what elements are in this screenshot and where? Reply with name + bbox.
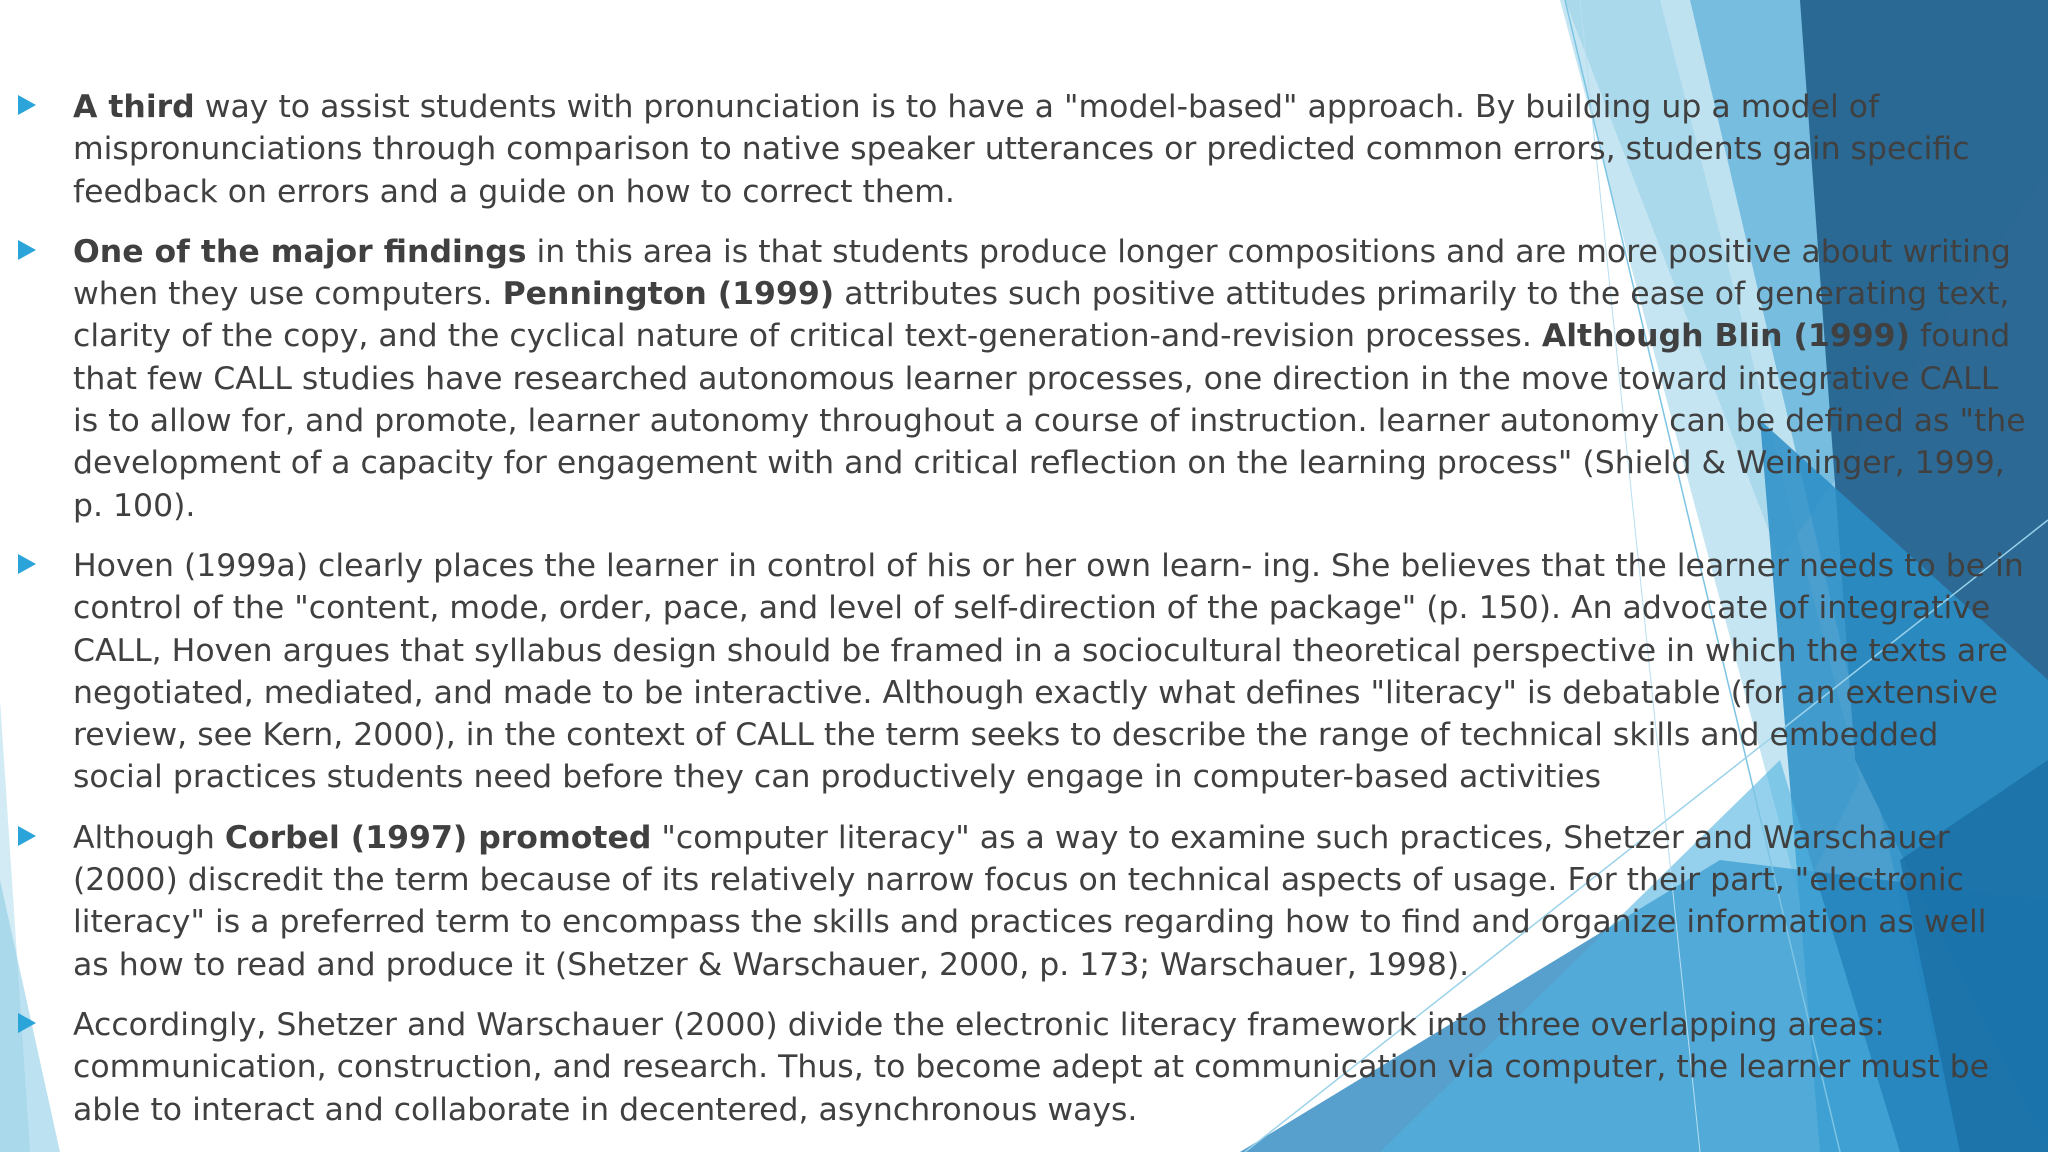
bullet-text: Hoven (1999a) clearly places the learner in control of his or her own learn- ing. She believes that the learner needs to be in control of the "content, mode, order, pace, and level of self-direction of the package" (p. 150). An advocate of integrative CALL, Hoven argues that syllabus design should be framed in a sociocultural theoretical perspective in which the texts are negotiated, mediated, and made to be interactive. Although exactly what defines "literacy" is debatable (for an extensive review, see Kern, 2000), in the context of CALL the term seeks to describe the range of technical skills and embedded social practices students need before they can productively engage in computer-based activities	[73, 547, 2024, 796]
triangle-bullet-icon	[18, 240, 36, 260]
bullet-item-2	[18, 231, 2028, 527]
triangle-bullet-icon	[18, 826, 36, 846]
bullet-item-3	[18, 545, 2028, 799]
triangle-bullet-icon	[18, 95, 36, 115]
bold-phrase: Pennington (1999)	[502, 276, 835, 313]
bullet-item-5	[18, 1004, 2028, 1131]
bullet-text: Although	[73, 819, 225, 856]
triangle-bullet-icon	[18, 554, 36, 574]
bullet-text: way to assist students with pronunciation is to have a "model-based" approach. By building up a model of mispronunciations through comparison to native speaker utterances or predicted common errors, students gain specific feedback on errors and a guide on how to correct them.	[73, 89, 1970, 210]
bullet-text: attributes such positive attitudes primarily to the ease of generating text, clarity of the copy, and the cyclical nature of critical text-generation-and-revision processes.	[73, 276, 2010, 355]
bullet-item-4	[18, 817, 2028, 986]
bold-phrase: Although Blin (1999)	[1541, 318, 1910, 355]
bullet-text: Accordingly, Shetzer and Warschauer (2000) divide the electronic literacy framework into three overlapping areas: communication, construction, and research. Thus, to become adept at communication via computer, the learner must be able to interact and collaborate in decentered, asynchronous ways.	[73, 1006, 1990, 1128]
triangle-bullet-icon	[18, 1013, 36, 1033]
bullet-item-1	[18, 86, 2028, 213]
slide-content	[18, 86, 2028, 1149]
bullet-text: found that few CALL studies have researched autonomous learner processes, one direction in the move toward integrative CALL is to allow for, and promote, learner autonomy throughout a course of instruction. learner autonomy can be defined as "the development of a capacity for engagement with and critical reflection on the learning process" (Shield & Weininger, 1999, p. 100).	[73, 318, 2026, 524]
bullet-list	[18, 86, 2028, 1131]
bold-phrase: Corbel (1997) promoted	[224, 819, 652, 856]
bold-phrase: A third	[73, 89, 195, 125]
bullet-text: "computer literacy" as a way to examine such practices, Shetzer and Warschauer (2000) discredit the term because of its relatively narrow focus on technical aspects of usage. For their part, "electronic literacy" is a preferred term to encompass the skills and practices regarding how to find and organize information as well as how to read and produce it (Shetzer & Warschauer, 2000, p. 173; Warschauer, 1998).	[73, 819, 1987, 983]
bold-phrase: One of the major findings	[73, 233, 527, 270]
bullet-text: in this area is that students produce longer compositions and are more positive about writing when they use computers.	[73, 233, 2011, 313]
